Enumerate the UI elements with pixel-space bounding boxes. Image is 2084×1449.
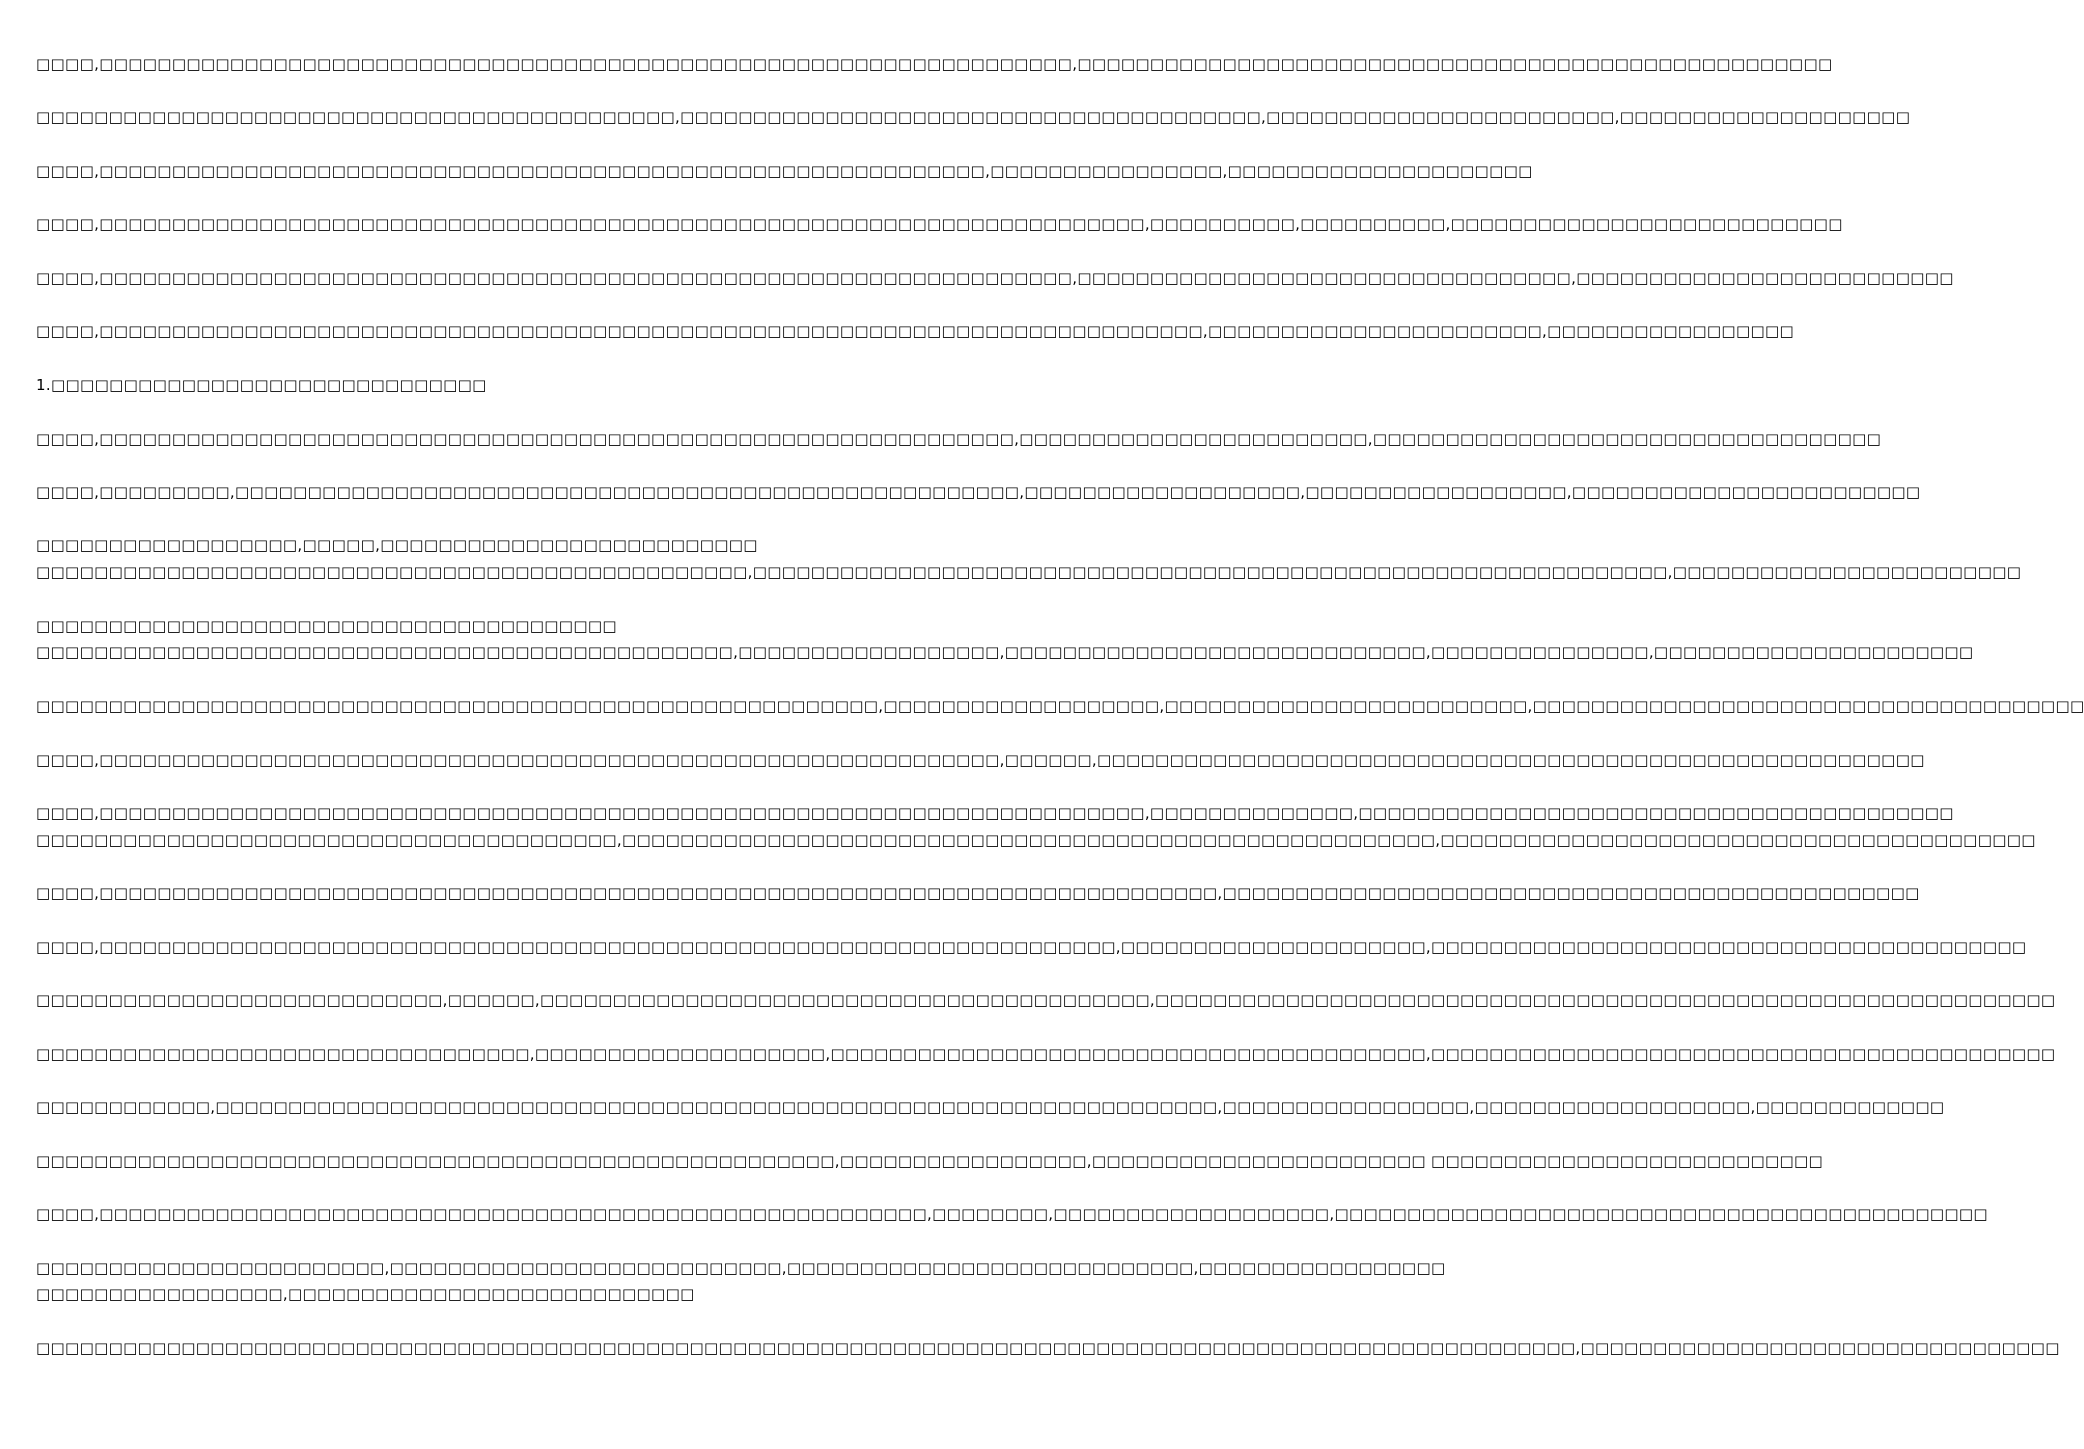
text-line: □□□□,□□□□□□□□□□□□□□□□□□□□□□□□□□□□□□□□□□□□□□□□□□□□□□□□□□□□□□□□□□□□□□□□□□□,□□□□□□□□□□□□□□□□□□□□□□□□□□□□□□□□□□,□□□□□□□□□□□□□□□□□□□□□□□□□□: [36, 269, 1954, 287]
text-line: □□□□□□□□□□□□□□□□□□□□□□□□□□□□□□□□□□□□□□□□□□□□,□□□□□□□□□□□□□□□□□□□□□□□□□□□□□□□□□□□□□□□□,□□□□□□□□□□□□□□□□□□□□□□□□,□□□□□□□□□□□□□□□□□□□□: [36, 108, 1911, 126]
text-line: □□□□□□□□□□□□□□□□□□,□□□□□,□□□□□□□□□□□□□□□□□□□□□□□□□□: [36, 536, 758, 554]
text-line: □□□□□□□□□□□□□□□□□□□□□□□□□□□□□□□□□□□□□□□□□□□□□□□□,□□□□□□□□□□□□□□□□□□,□□□□□□□□□□□□□□□□□□□□□□□□□□□□□,□□□□□□□□□□□□□□□,□□□□□□□□□□□□□□□□□□□□□□: [36, 643, 1974, 661]
text-line: □□□□□□□□□□□□,□□□□□□□□□□□□□□□□□□□□□□□□□□□□□□□□□□□□□□□□□□□□□□□□□□□□□□□□□□□□□□□□□□□□□,□□□□□□□□□□□□□□□□□,□□□□□□□□□□□□□□□□□□□,□□□□□□□□□□□□□: [36, 1098, 1945, 1116]
text-line: □□□□,□□□□□□□□□□□□□□□□□□□□□□□□□□□□□□□□□□□□□□□□□□□□□□□□□□□□□□□□□□□□□□,□□□□□□,□□□□□□□□□□□□□□□□□□□□□□□□□□□□□□□□□□□□□□□□□□□□□□□□□□□□□□□□□: [36, 751, 1925, 769]
section-heading: 1.□□□□□□□□□□□□□□□□□□□□□□□□□□□□□□: [36, 376, 487, 394]
text-line: □□□□,□□□□□□□□□□□□□□□□□□□□□□□□□□□□□□□□□□□□□□□□□□□□□□□□□□□□□□□□□,□□□□□□□□,□□□□□□□□□□□□□□□□□□□,□□□□□□□□□□□□□□□□□□□□□□□□□□□□□□□□□□□□□□□□□□□□□: [36, 1205, 1988, 1223]
text-line: □□□□□□□□□□□□□□□□□□□□□□□□□□□□□□□□□□□□□□□□□□□□□□□□□□□□□□□□□□□□□□□□□□□□□□□□□□□□□□□□□□□□□□□□□□□□□□□□□□□□□□□□□□,□□□□□□□□□□□□□□□□□□□□□□□□□□□□□□□□□: [36, 1339, 2060, 1357]
text-line: □□□□,□□□□□□□□□□□□□□□□□□□□□□□□□□□□□□□□□□□□□□□□□□□□□□□□□□□□□□□□□□□□□□□□□□□,□□□□□□□□□□□□□□□□□□□□□□□□□□□□□□□□□□□□□□□□□□□□□□□□□□□□: [36, 55, 1833, 73]
text-line: □□□□,□□□□□□□□□□□□□□□□□□□□□□□□□□□□□□□□□□□□□□□□□□□□□□□□□□□□□□□□□□□□□□□□□□□□□□,□□□□□□□□□□□□□□□□□□□□□,□□□□□□□□□□□□□□□□□□□□□□□□□□□□□□□□□□□□□□□□□: [36, 938, 2027, 956]
text-line: □□□□,□□□□□□□□□□□□□□□□□□□□□□□□□□□□□□□□□□□□□□□□□□□□□□□□□□□□□□□□□□□□□□□□□□□□□□□□□□□□□,□□□□□□□□□□□□□□□□□□□□□□□□□□□□□□□□□□□□□□□□□□□□□□□□: [36, 884, 1920, 902]
text-line: □□□□□□□□□□□□□□□□□□□□□□□□□□□□□□□□□□□□□□□□□□□□□□□□□,□□□□□□□□□□□□□□□□□□□□□□□□□□□□□□□□□□□□□□□□□□□□□□□□□□□□□□□□□□□□□□□,□□□□□□□□□□□□□□□□□□□□□□□□: [36, 563, 2022, 581]
text-line: □□□□,□□□□□□□□□□□□□□□□□□□□□□□□□□□□□□□□□□□□□□□□□□□□□□□□□□□□□□□□□□□□□□□,□□□□□□□□□□□□□□□□□□□□□□□□,□□□□□□□□□□□□□□□□□□□□□□□□□□□□□□□□□□□: [36, 430, 1882, 448]
text-line: □□□□□□□□□□□□□□□□□□□□□□□□,□□□□□□□□□□□□□□□□□□□□□□□□□□□,□□□□□□□□□□□□□□□□□□□□□□□□□□□□,□□□□□□□□□□□□□□□□□: [36, 1259, 1446, 1277]
text-line: □□□□□□□□□□□□□□□□□□□□□□□□□□□□□□□□□□□□□□□□□□□□□□□□□□□□□□□□□□,□□□□□□□□□□□□□□□□□□□,□□□□□□□□□□□□□□□□□□□□□□□□□,□□□□□□□□□□□□□□□□□□□□□□□□□□□□□□□□□□□□□□: [36, 697, 2084, 715]
text-line: □□□□,□□□□□□□□□,□□□□□□□□□□□□□□□□□□□□□□□□□□□□□□□□□□□□□□□□□□□□□□□□□□□□□□,□□□□□□□□□□□□□□□□□□□,□□□□□□□□□□□□□□□□□□,□□□□□□□□□□□□□□□□□□□□□□□□: [36, 483, 1921, 501]
text-line: □□□□□□□□□□□□□□□□□□□□□□□□□□□□□□□□□□□□□□□□: [36, 617, 617, 635]
text-line: □□□□□□□□□□□□□□□□□□□□□□□□□□□□,□□□□□□,□□□□□□□□□□□□□□□□□□□□□□□□□□□□□□□□□□□□□□□□□□,□□□□□□□□□□□□□□□□□□□□□□□□□□□□□□□□□□□□□□□□□□□□□□□□□□□□□□□□□□□□□□: [36, 991, 2056, 1009]
text-line: □□□□,□□□□□□□□□□□□□□□□□□□□□□□□□□□□□□□□□□□□□□□□□□□□□□□□□□□□□□□□□□□□□□□□□□□□□□□□,□□□□□□□□□□,□□□□□□□□□□,□□□□□□□□□□□□□□□□□□□□□□□□□□□: [36, 215, 1843, 233]
text-line: □□□□□□□□□□□□□□□□□□□□□□□□□□□□□□□□□□□□□□□□,□□□□□□□□□□□□□□□□□□□□□□□□□□□□□□□□□□□□□□□□□□□□□□□□□□□□□□□□,□□□□□□□□□□□□□□□□□□□□□□□□□□□□□□□□□□□□□□□□□: [36, 831, 2036, 849]
text-line: □□□□□□□□□□□□□□□□□□□□□□□□□□□□□□□□□□□□□□□□□□□□□□□□□□□□□□□,□□□□□□□□□□□□□□□□□,□□□□□□□□□□□□□□□□□□□□□□□ □□□□□□□□□□□□□□□□□□□□□□□□□□□: [36, 1152, 1824, 1170]
document-body: [36, 0, 2084, 1449]
text-line: □□□□,□□□□□□□□□□□□□□□□□□□□□□□□□□□□□□□□□□□□□□□□□□□□□□□□□□□□□□□□□□□□□□□□□□□□□□□□,□□□□□□□□□□□□□□,□□□□□□□□□□□□□□□□□□□□□□□□□□□□□□□□□□□□□□□□□: [36, 804, 1954, 822]
text-line: □□□□□□□□□□□□□□□□□,□□□□□□□□□□□□□□□□□□□□□□□□□□□□: [36, 1285, 695, 1303]
text-line: □□□□,□□□□□□□□□□□□□□□□□□□□□□□□□□□□□□□□□□□□□□□□□□□□□□□□□□□□□□□□□□□□□□□□□□□□□□□□□□□□,□□□□□□□□□□□□□□□□□□□□□□□,□□□□□□□□□□□□□□□□□: [36, 322, 1795, 340]
text-line: □□□□□□□□□□□□□□□□□□□□□□□□□□□□□□□□□□,□□□□□□□□□□□□□□□□□□□□,□□□□□□□□□□□□□□□□□□□□□□□□□□□□□□□□□□□□□□□□□,□□□□□□□□□□□□□□□□□□□□□□□□□□□□□□□□□□□□□□□□□□□: [36, 1045, 2056, 1063]
text-line: □□□□,□□□□□□□□□□□□□□□□□□□□□□□□□□□□□□□□□□□□□□□□□□□□□□□□□□□□□□□□□□□□□,□□□□□□□□□□□□□□□□,□□□□□□□□□□□□□□□□□□□□□: [36, 162, 1533, 180]
